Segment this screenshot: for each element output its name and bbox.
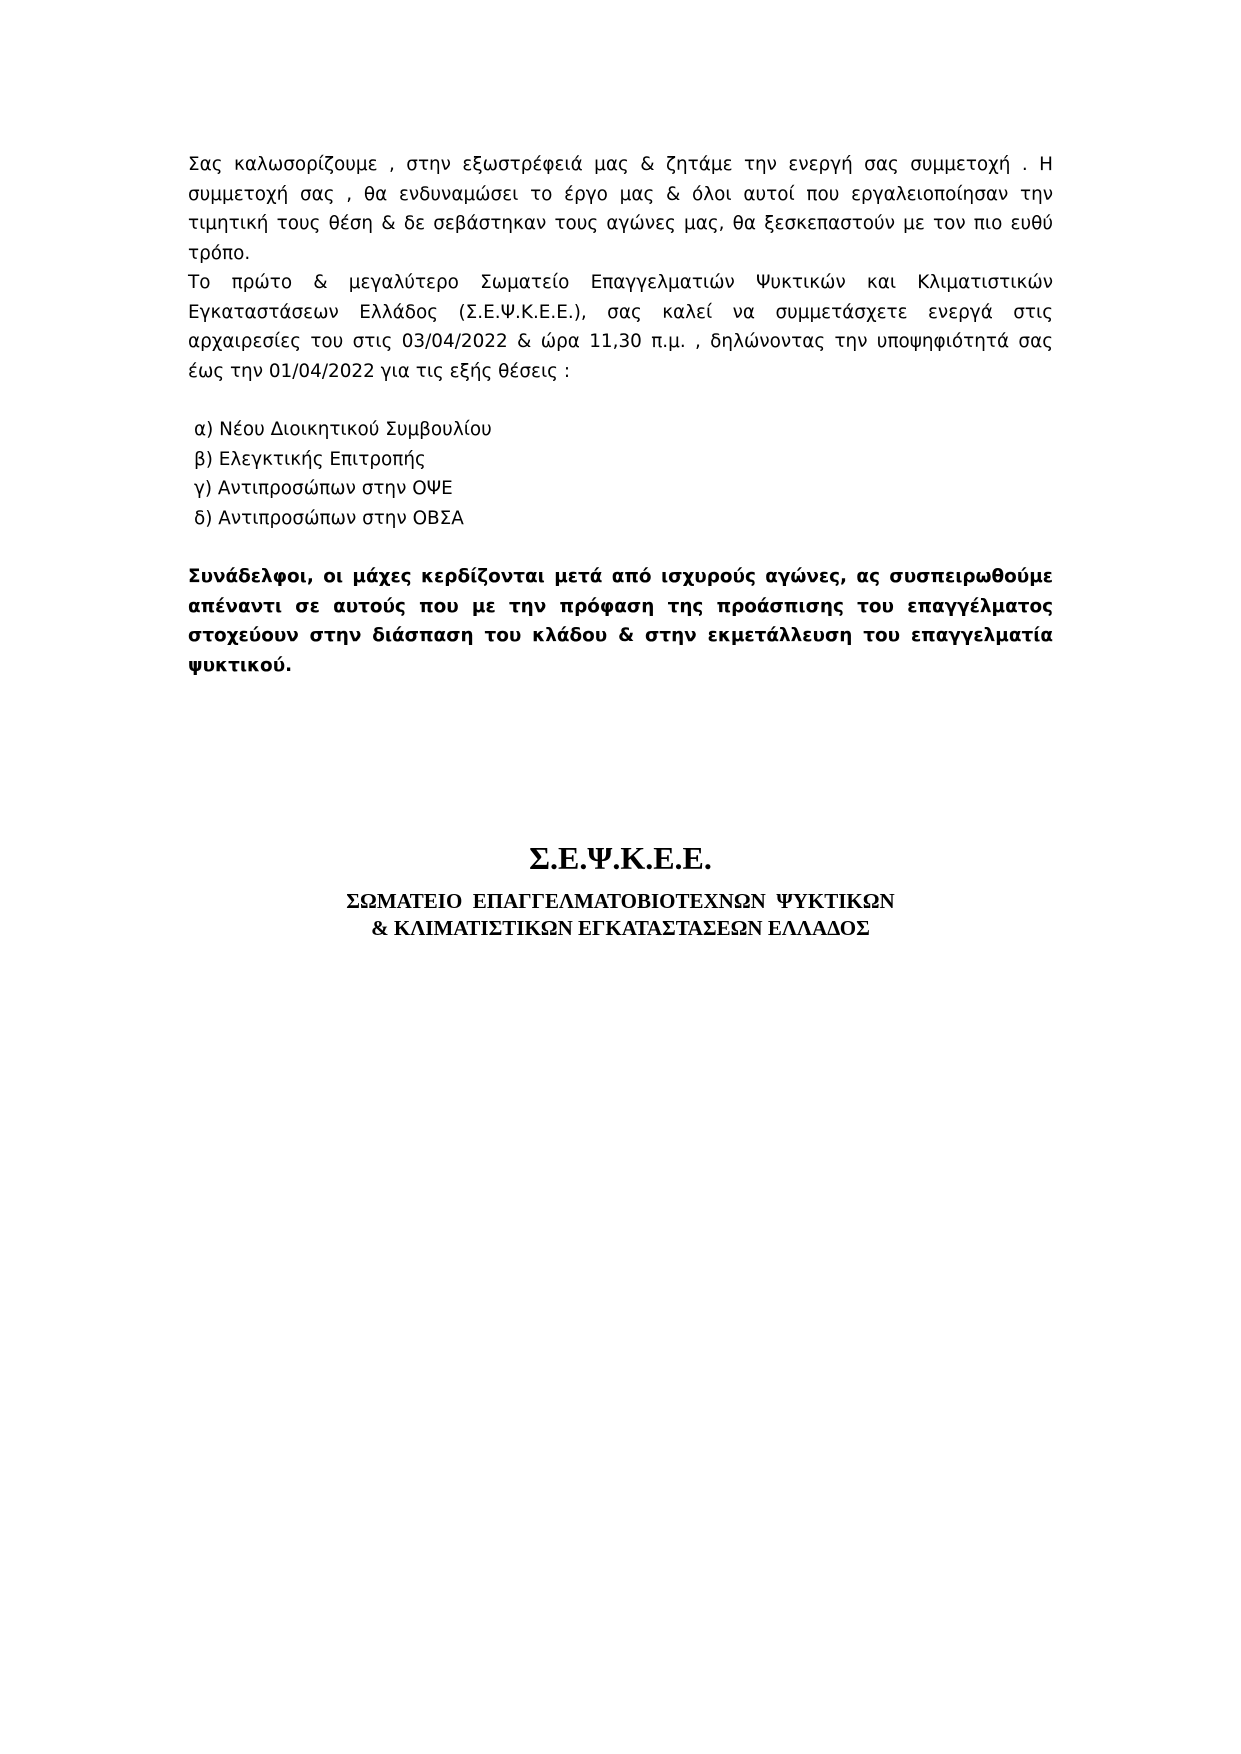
organization-name-line-1: ΣΩΜΑΤΕΙΟ ΕΠΑΓΓΕΛΜΑΤΟΒΙΟΤΕΧΝΩΝ ΨΥΚΤΙΚΩΝ (346, 889, 895, 913)
invitation-paragraph: Το πρώτο & μεγαλύτερο Σωματείο Επαγγελματιών Ψυκτικών και Κλιματιστικών Εγκαταστάσεων Ελλάδος (Σ.Ε.Ψ.Κ.Ε.Ε.), σας καλεί να συμμετάσχετε ενεργά στις αρχαιρεσίες του στις 03/04/2022 & ώρα 11,30 π.μ. , δηλώνοντας την υποψηφιότητά σας έως την 01/04/2022 για τις εξής θέσεις : (188, 272, 1053, 382)
list-item: β) Ελεγκτικής Επιτροπής (194, 448, 426, 470)
list-item: α) Νέου Διοικητικού Συμβουλίου (194, 419, 492, 440)
letter-body (188, 150, 1053, 680)
list-item: δ) Αντιπροσώπων στην ΟΒΣΑ (194, 507, 464, 529)
positions-list (194, 415, 1053, 533)
organization-name-line-2: & ΚΛΙΜΑΤΙΣΤΙΚΩΝ ΕΓΚΑΤΑΣΤΑΣΕΩΝ ΕΛΛΑΔΟΣ (371, 916, 870, 940)
intro-paragraph: Σας καλωσορίζουμε , στην εξωστρέφειά μας & ζητάμε την ενεργή σας συμμετοχή . Η συμμετοχή σας , θα ενδυναμώσει το έργο μας & όλοι αυτοί που εργαλειοποίησαν την τιμητική τους θέση & δε σεβάστηκαν τους αγώνες μας, θα ξεσκεπαστούν με τον πιο ευθύ τρόπο. (188, 154, 1053, 264)
list-item: γ) Αντιπροσώπων στην ΟΨΕ (194, 478, 453, 499)
signature-block (188, 838, 1053, 942)
organization-abbreviation: Σ.Ε.Ψ.Κ.Ε.Ε. (529, 840, 712, 876)
closing-paragraph: Συνάδελφοι, οι μάχες κερδίζονται μετά από ισχυρούς αγώνες, ας συσπειρωθούμε απέναντι σε αυτούς που με την πρόφαση της προάσπισης του επαγγέλματος στοχεύουν στην διάσπαση του κλάδου & στην εκμετάλλευση του επαγγελματία ψυκτικού. (188, 566, 1053, 676)
